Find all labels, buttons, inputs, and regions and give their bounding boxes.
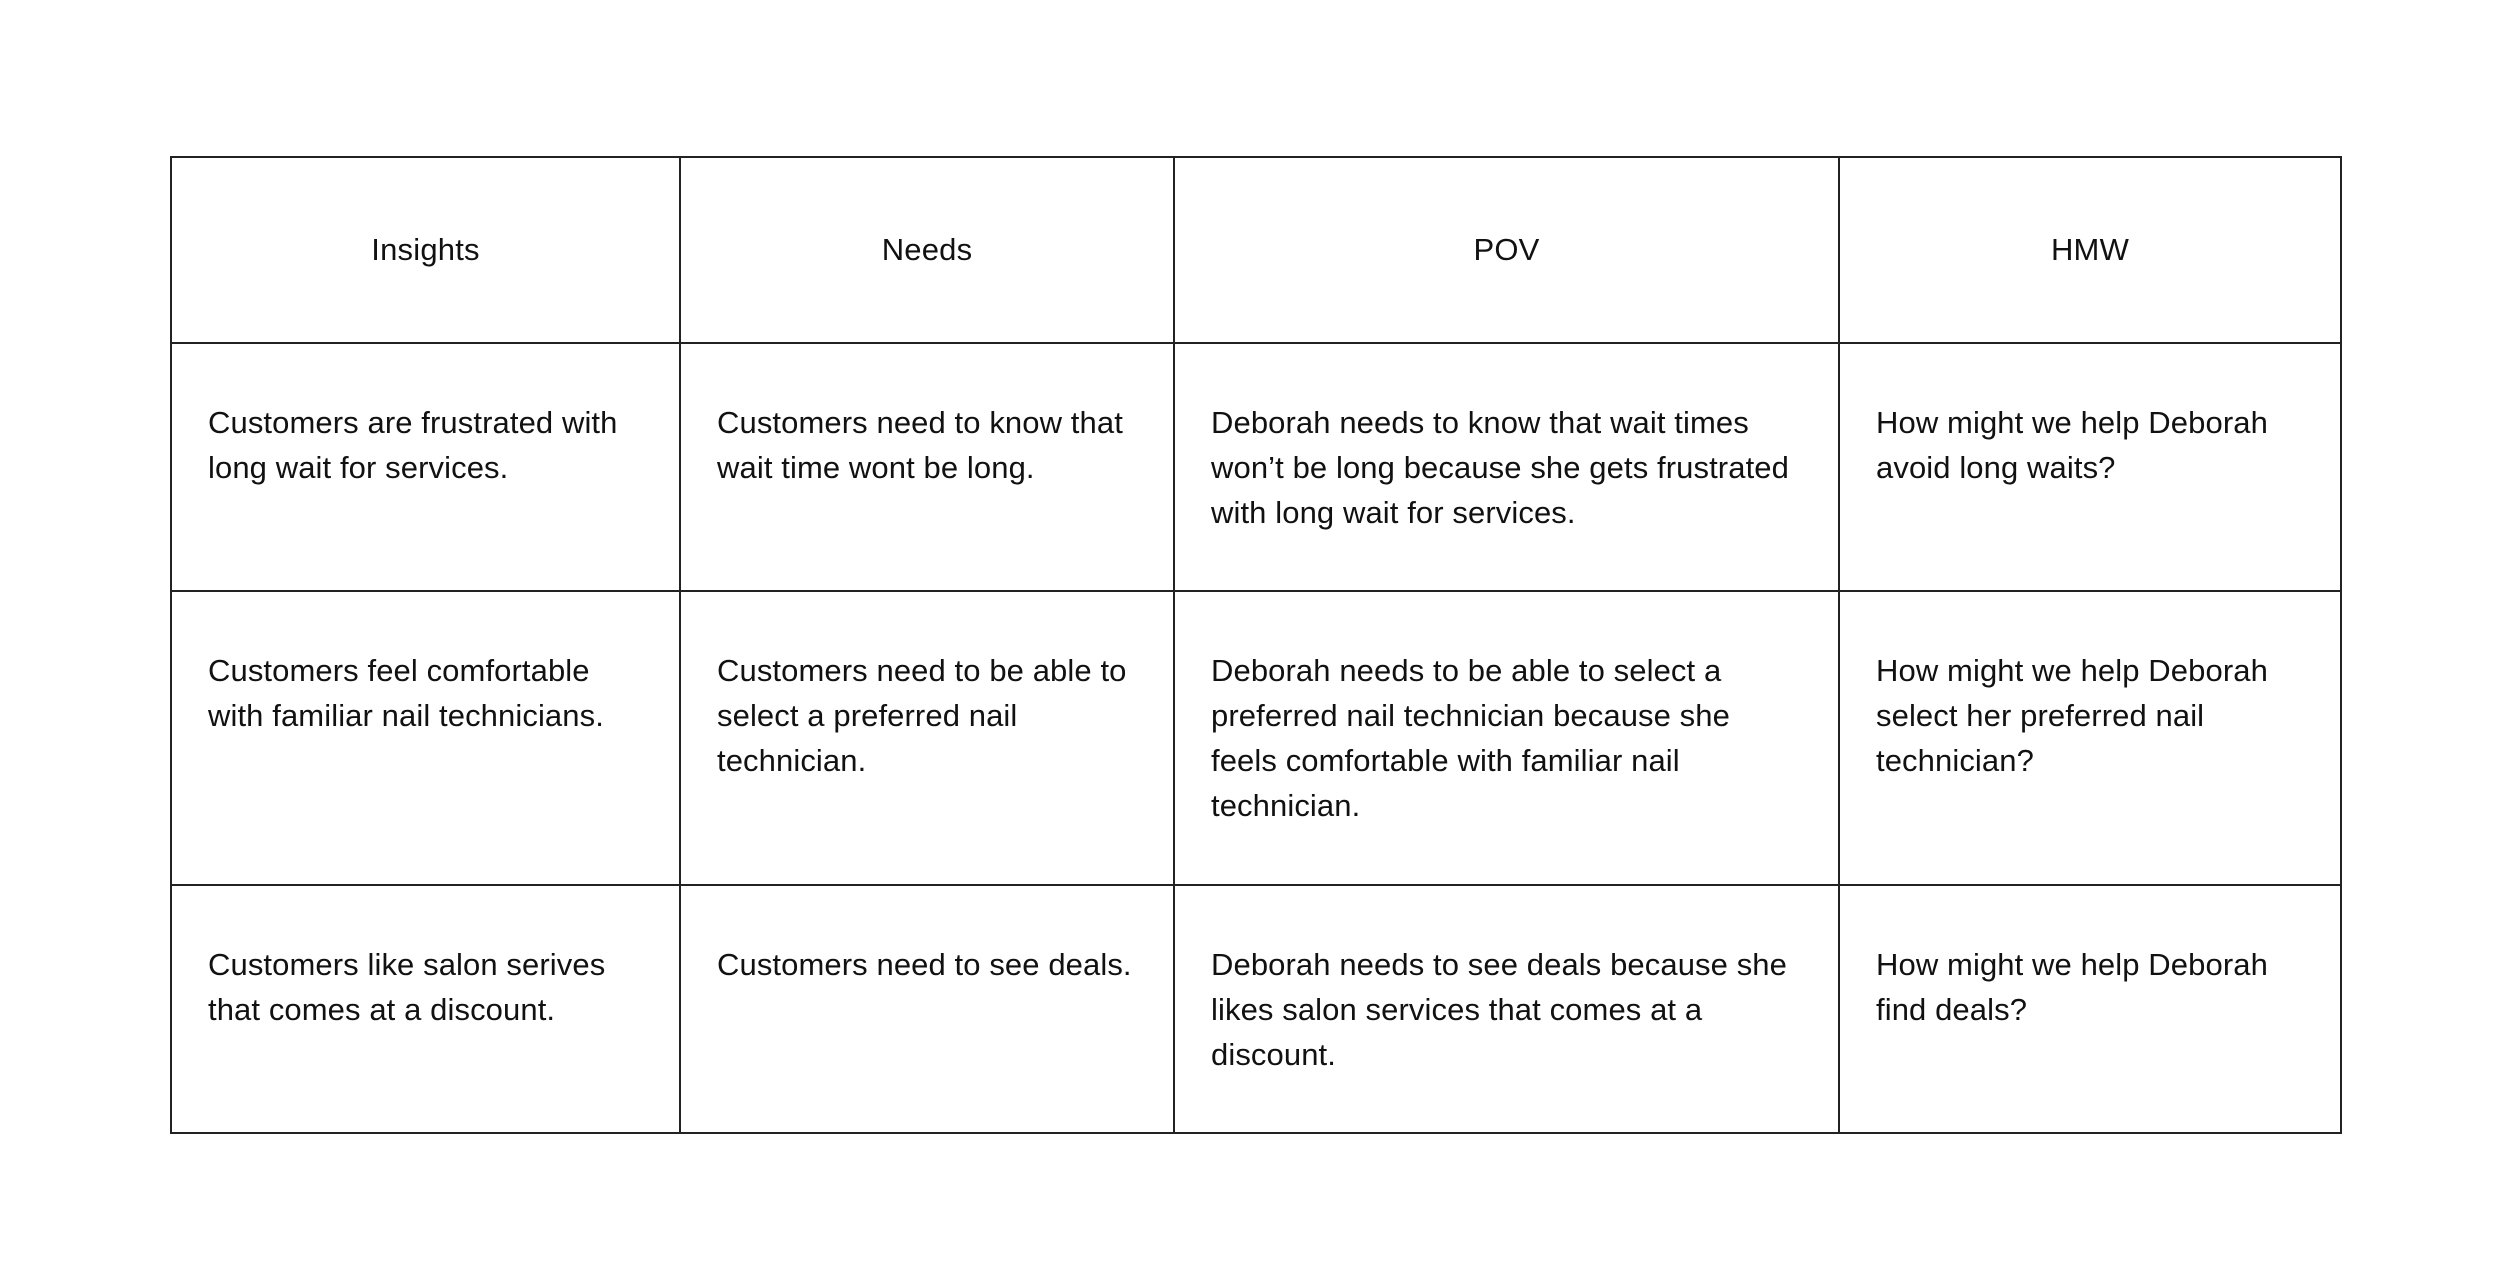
header-hmw: HMW (1839, 157, 2341, 343)
cell-text: Deborah needs to see deals because she likes salon services that comes at a discount. (1211, 947, 1787, 1072)
table-row (171, 591, 2341, 885)
cell-text: Customers feel comfortable with familiar nail technicians. (208, 653, 604, 733)
table-header-row (171, 157, 2341, 343)
need-cell (680, 885, 1174, 1133)
header-needs: Needs (680, 157, 1174, 343)
cell-text: Customers need to know that wait time wont be long. (717, 405, 1123, 485)
header-insights: Insights (171, 157, 680, 343)
cell-text: How might we help Deborah find deals? (1876, 947, 2268, 1027)
hmw-cell (1839, 591, 2341, 885)
need-cell (680, 591, 1174, 885)
cell-text: How might we help Deborah avoid long waits? (1876, 405, 2268, 485)
cell-text: Customers need to be able to select a preferred nail technician. (717, 653, 1127, 778)
insights-needs-pov-hmw-table (170, 156, 2342, 1134)
table-row (171, 885, 2341, 1133)
header-pov: POV (1174, 157, 1839, 343)
pov-cell (1174, 343, 1839, 591)
hmw-cell (1839, 343, 2341, 591)
insight-cell (171, 885, 680, 1133)
cell-text: Deborah needs to be able to select a preferred nail technician because she feels comfortable with familiar nail technician. (1211, 653, 1730, 823)
cell-text: Customers need to see deals. (717, 947, 1132, 982)
insight-cell (171, 343, 680, 591)
cell-text: Deborah needs to know that wait times won’t be long because she gets frustrated with long wait for services. (1211, 405, 1789, 530)
pov-cell (1174, 885, 1839, 1133)
need-cell (680, 343, 1174, 591)
cell-text: Customers like salon serives that comes at a discount. (208, 947, 606, 1027)
table-row (171, 343, 2341, 591)
cell-text: How might we help Deborah select her preferred nail technician? (1876, 653, 2268, 778)
hmw-cell (1839, 885, 2341, 1133)
cell-text: Customers are frustrated with long wait for services. (208, 405, 618, 485)
insight-cell (171, 591, 680, 885)
pov-cell (1174, 591, 1839, 885)
insights-needs-pov-hmw-table-container (170, 156, 2340, 1132)
